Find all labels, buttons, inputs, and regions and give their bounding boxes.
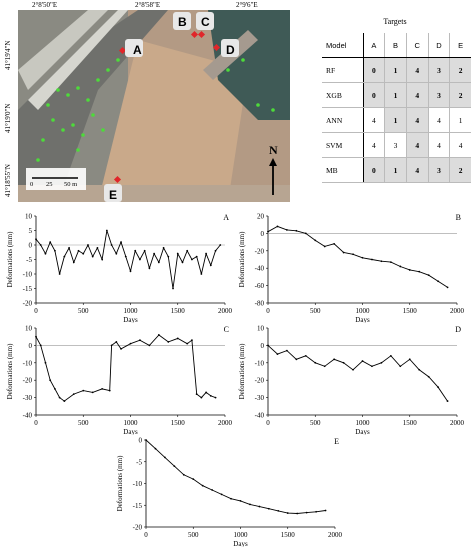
data-point bbox=[428, 274, 430, 276]
data-point bbox=[352, 253, 354, 255]
table-cell: 4 bbox=[363, 133, 385, 158]
header-model: Model bbox=[322, 33, 363, 58]
y-tick-label: 0 bbox=[260, 341, 264, 350]
table-cell: 1 bbox=[385, 58, 407, 83]
table-cell: 4 bbox=[406, 58, 428, 83]
x-axis-title: Days bbox=[123, 316, 138, 323]
data-point bbox=[167, 256, 169, 258]
y-tick-label: -20 bbox=[22, 299, 32, 308]
table-cell: 1 bbox=[385, 158, 407, 183]
data-point bbox=[155, 448, 157, 450]
data-point bbox=[202, 485, 204, 487]
x-tick-label: 0 bbox=[34, 419, 38, 427]
data-point bbox=[268, 508, 270, 510]
data-point bbox=[409, 269, 411, 271]
data-point bbox=[249, 503, 251, 505]
table-cell: 3 bbox=[385, 133, 407, 158]
header-e: E bbox=[450, 33, 471, 58]
data-point bbox=[54, 388, 56, 390]
y-axis-title: Deformations (mm) bbox=[6, 231, 14, 288]
data-point bbox=[49, 241, 51, 243]
header-a: A bbox=[363, 33, 385, 58]
y-tick-label: 0 bbox=[260, 229, 264, 238]
data-point bbox=[153, 253, 155, 255]
table-header-row bbox=[322, 33, 471, 58]
series-line bbox=[36, 335, 216, 401]
data-point bbox=[371, 259, 373, 261]
x-axis-title: Days bbox=[123, 428, 138, 435]
data-point bbox=[191, 339, 193, 341]
data-point bbox=[115, 253, 117, 255]
table-cell: 3 bbox=[428, 83, 450, 108]
x-tick-label: 500 bbox=[78, 419, 89, 427]
scale-50: 50 m bbox=[64, 181, 78, 188]
data-point bbox=[139, 259, 141, 261]
panel-label: A bbox=[223, 213, 229, 222]
series-line bbox=[268, 345, 448, 401]
data-point bbox=[399, 266, 401, 268]
x-tick-label: 1000 bbox=[355, 419, 370, 427]
table-cell: 4 bbox=[428, 133, 450, 158]
data-point bbox=[172, 288, 174, 290]
data-point bbox=[173, 465, 175, 467]
y-tick-label: -40 bbox=[254, 411, 264, 420]
x-tick-label: 1500 bbox=[170, 419, 185, 427]
table-cell: 2 bbox=[450, 158, 471, 183]
data-point bbox=[82, 253, 84, 255]
x-tick-label: 500 bbox=[188, 531, 199, 539]
data-point bbox=[125, 256, 127, 258]
data-point bbox=[390, 355, 392, 357]
y-tick-label: -60 bbox=[254, 282, 264, 291]
data-point bbox=[130, 343, 132, 345]
y-tick-label: 0 bbox=[138, 436, 142, 445]
data-point bbox=[418, 369, 420, 371]
scale-0: 0 bbox=[30, 181, 34, 188]
x-tick-label: 0 bbox=[144, 531, 148, 539]
data-point bbox=[145, 439, 147, 441]
data-point bbox=[120, 241, 122, 243]
data-point bbox=[59, 273, 61, 275]
data-point bbox=[186, 250, 188, 252]
data-point bbox=[68, 247, 70, 249]
table-cell: 4 bbox=[406, 108, 428, 133]
table-cell: 3 bbox=[428, 58, 450, 83]
x-tick-label: 1500 bbox=[402, 307, 417, 315]
coord-top-1: 2°8'50"E bbox=[32, 1, 58, 9]
data-point bbox=[210, 395, 212, 397]
data-point bbox=[286, 229, 288, 231]
data-point bbox=[45, 253, 47, 255]
data-point bbox=[333, 358, 335, 360]
model-name: ANN bbox=[322, 108, 363, 133]
data-point bbox=[267, 345, 269, 347]
data-point bbox=[305, 355, 307, 357]
y-tick-label: -15 bbox=[22, 285, 32, 293]
data-point bbox=[343, 362, 345, 364]
data-point bbox=[134, 250, 136, 252]
y-tick-label: 10 bbox=[257, 324, 264, 333]
data-point bbox=[92, 256, 94, 258]
data-point bbox=[186, 343, 188, 345]
panel-label: B bbox=[455, 213, 461, 222]
table-cell: 2 bbox=[450, 83, 471, 108]
y-tick-label: -20 bbox=[132, 523, 142, 532]
y-tick-label: 10 bbox=[25, 324, 32, 333]
table-row bbox=[322, 83, 471, 108]
data-point bbox=[82, 390, 84, 392]
data-point bbox=[97, 247, 99, 249]
y-tick-label: -5 bbox=[136, 458, 142, 467]
data-point bbox=[352, 369, 354, 371]
data-point bbox=[210, 264, 212, 266]
data-point bbox=[343, 252, 345, 254]
data-point bbox=[144, 250, 146, 252]
data-point bbox=[167, 341, 169, 343]
x-tick-label: 0 bbox=[34, 307, 38, 315]
table-row bbox=[322, 58, 471, 83]
x-tick-label: 0 bbox=[266, 419, 270, 427]
data-point bbox=[35, 336, 37, 338]
data-point bbox=[49, 379, 51, 381]
label-b: B bbox=[178, 15, 187, 29]
data-point bbox=[240, 500, 242, 502]
y-tick-label: 10 bbox=[25, 212, 32, 221]
data-point bbox=[191, 259, 193, 261]
coord-left-1: 41°19'4"N bbox=[4, 40, 12, 70]
data-point bbox=[296, 513, 298, 515]
x-tick-label: 1000 bbox=[355, 307, 370, 315]
data-point bbox=[221, 493, 223, 495]
data-point bbox=[40, 244, 42, 246]
table-title: Targets bbox=[383, 17, 407, 26]
y-tick-label: -10 bbox=[254, 359, 264, 368]
table-cell: 3 bbox=[428, 158, 450, 183]
data-point bbox=[40, 345, 42, 347]
data-point bbox=[325, 510, 327, 512]
data-point bbox=[324, 246, 326, 248]
data-point bbox=[381, 362, 383, 364]
table-row bbox=[322, 133, 471, 158]
series-line bbox=[268, 226, 448, 287]
header-c: C bbox=[406, 33, 428, 58]
data-point bbox=[277, 353, 279, 355]
data-point bbox=[295, 358, 297, 360]
data-point bbox=[447, 400, 449, 402]
table-cell: 2 bbox=[450, 58, 471, 83]
data-point bbox=[182, 262, 184, 264]
data-point bbox=[177, 338, 179, 340]
table-cell: 4 bbox=[450, 133, 471, 158]
data-point bbox=[205, 391, 207, 393]
y-tick-label: 0 bbox=[28, 241, 32, 250]
data-point bbox=[259, 506, 261, 508]
map-image bbox=[18, 10, 290, 202]
chart-e bbox=[110, 432, 348, 547]
data-point bbox=[59, 397, 61, 399]
data-point bbox=[45, 362, 47, 364]
coord-top-3: 2°9'6"E bbox=[236, 1, 258, 9]
y-tick-label: 20 bbox=[257, 212, 264, 221]
x-axis-title: Days bbox=[355, 316, 370, 323]
data-point bbox=[447, 286, 449, 288]
table-cell: 0 bbox=[363, 158, 385, 183]
label-e: E bbox=[109, 188, 118, 202]
y-tick-label: -40 bbox=[22, 411, 32, 420]
data-point bbox=[196, 256, 198, 258]
chart-a bbox=[0, 208, 238, 323]
data-point bbox=[314, 362, 316, 364]
y-axis-title: Deformations (mm) bbox=[238, 231, 246, 288]
y-tick-label: -30 bbox=[254, 394, 264, 403]
data-point bbox=[54, 250, 56, 252]
data-point bbox=[158, 334, 160, 336]
data-point bbox=[437, 280, 439, 282]
aerial-map bbox=[18, 10, 290, 202]
data-point bbox=[106, 230, 108, 232]
data-point bbox=[87, 244, 89, 246]
y-axis-title: Deformations (mm) bbox=[6, 343, 14, 400]
data-point bbox=[149, 345, 151, 347]
coord-left-3: 41°18'55"N bbox=[4, 164, 12, 197]
data-point bbox=[139, 339, 141, 341]
data-point bbox=[306, 512, 308, 514]
header-d: D bbox=[428, 33, 450, 58]
data-point bbox=[277, 226, 279, 228]
x-tick-label: 2000 bbox=[450, 307, 464, 315]
data-point bbox=[120, 348, 122, 350]
chart-d bbox=[232, 320, 470, 435]
y-tick-label: -10 bbox=[22, 359, 32, 368]
data-point bbox=[409, 358, 411, 360]
data-point bbox=[286, 350, 288, 352]
label-a: A bbox=[133, 43, 142, 57]
header-b: B bbox=[385, 33, 407, 58]
data-point bbox=[115, 341, 117, 343]
table-cell: 1 bbox=[385, 108, 407, 133]
y-tick-label: -80 bbox=[254, 299, 264, 308]
data-point bbox=[73, 262, 75, 264]
model-name: SVM bbox=[322, 133, 363, 158]
north-arrow-label: N bbox=[269, 143, 278, 157]
data-point bbox=[371, 365, 373, 367]
data-point bbox=[437, 386, 439, 388]
x-tick-label: 1500 bbox=[280, 531, 295, 539]
data-point bbox=[381, 260, 383, 262]
data-point bbox=[305, 233, 307, 235]
y-axis-title: Deformations (mm) bbox=[116, 455, 124, 512]
x-tick-label: 1000 bbox=[233, 531, 248, 539]
x-tick-label: 1000 bbox=[123, 419, 138, 427]
data-point bbox=[287, 512, 289, 514]
data-point bbox=[192, 478, 194, 480]
data-point bbox=[149, 267, 151, 269]
data-point bbox=[183, 474, 185, 476]
data-point bbox=[215, 397, 217, 399]
x-tick-label: 1500 bbox=[170, 307, 185, 315]
coord-left-2: 41°19'0"N bbox=[4, 103, 12, 133]
data-point bbox=[177, 253, 179, 255]
data-point bbox=[390, 261, 392, 263]
model-name: RF bbox=[322, 58, 363, 83]
series-line bbox=[146, 440, 326, 514]
targets-table bbox=[322, 33, 471, 183]
table-cell: 1 bbox=[385, 83, 407, 108]
model-name: XGB bbox=[322, 83, 363, 108]
chart-c bbox=[0, 320, 238, 435]
data-point bbox=[324, 365, 326, 367]
data-point bbox=[219, 244, 221, 246]
x-tick-label: 1500 bbox=[402, 419, 417, 427]
y-tick-label: -10 bbox=[22, 270, 32, 279]
data-point bbox=[111, 244, 113, 246]
x-axis-title: Days bbox=[233, 540, 248, 547]
data-point bbox=[230, 498, 232, 500]
label-c: C bbox=[201, 15, 210, 29]
data-point bbox=[267, 231, 269, 233]
table-cell: 4 bbox=[406, 158, 428, 183]
table-cell: 4 bbox=[428, 108, 450, 133]
x-tick-label: 500 bbox=[310, 419, 321, 427]
y-tick-label: -10 bbox=[132, 480, 142, 488]
x-tick-label: 2000 bbox=[450, 419, 464, 427]
table-row bbox=[322, 158, 471, 183]
panel-label: E bbox=[334, 437, 339, 446]
y-tick-label: -5 bbox=[26, 256, 32, 264]
panel-label: D bbox=[455, 325, 461, 334]
x-axis-title: Days bbox=[355, 428, 370, 435]
table-cell: 4 bbox=[406, 83, 428, 108]
data-point bbox=[200, 273, 202, 275]
y-tick-label: -40 bbox=[254, 264, 264, 273]
table-cell: 1 bbox=[450, 108, 471, 133]
x-tick-label: 500 bbox=[78, 307, 89, 315]
data-point bbox=[215, 250, 217, 252]
coord-top-2: 2°8'58"E bbox=[135, 1, 161, 9]
data-point bbox=[111, 345, 113, 347]
y-tick-label: 5 bbox=[28, 227, 32, 235]
data-point bbox=[73, 393, 75, 395]
x-tick-label: 2000 bbox=[328, 531, 342, 539]
data-point bbox=[205, 253, 207, 255]
data-point bbox=[418, 271, 420, 273]
data-point bbox=[428, 376, 430, 378]
x-tick-label: 2000 bbox=[218, 307, 232, 315]
data-point bbox=[333, 243, 335, 245]
x-tick-label: 1000 bbox=[123, 307, 138, 315]
panel-label: C bbox=[223, 325, 229, 334]
data-point bbox=[362, 360, 364, 362]
data-point bbox=[277, 510, 279, 512]
y-axis-title: Deformations (mm) bbox=[238, 343, 246, 400]
data-point bbox=[200, 397, 202, 399]
data-point bbox=[314, 239, 316, 241]
data-point bbox=[196, 393, 198, 395]
y-tick-label: 0 bbox=[28, 341, 32, 350]
table-row bbox=[322, 108, 471, 133]
data-point bbox=[63, 256, 65, 258]
data-point bbox=[315, 511, 317, 513]
y-tick-label: -20 bbox=[254, 376, 264, 385]
data-point bbox=[130, 270, 132, 272]
data-point bbox=[35, 238, 37, 240]
data-point bbox=[158, 262, 160, 264]
x-tick-label: 2000 bbox=[218, 419, 232, 427]
data-point bbox=[101, 259, 103, 261]
table-cell: 4 bbox=[406, 133, 428, 158]
data-point bbox=[164, 457, 166, 459]
label-d: D bbox=[226, 43, 235, 57]
data-point bbox=[78, 250, 80, 252]
table-cell: 0 bbox=[363, 83, 385, 108]
x-tick-label: 0 bbox=[266, 307, 270, 315]
y-tick-label: -15 bbox=[132, 501, 142, 510]
data-point bbox=[101, 388, 103, 390]
table-cell: 4 bbox=[363, 108, 385, 133]
x-tick-label: 500 bbox=[310, 307, 321, 315]
scale-25: 25 bbox=[46, 181, 53, 188]
data-point bbox=[362, 257, 364, 259]
data-point bbox=[63, 400, 65, 402]
data-point bbox=[295, 230, 297, 232]
y-tick-label: -20 bbox=[22, 376, 32, 385]
data-point bbox=[399, 365, 401, 367]
table-cell: 0 bbox=[363, 58, 385, 83]
y-tick-label: -30 bbox=[22, 394, 32, 403]
chart-b bbox=[232, 208, 470, 323]
y-tick-label: -20 bbox=[254, 247, 264, 256]
data-point bbox=[109, 390, 111, 392]
data-point bbox=[211, 489, 213, 491]
model-name: MB bbox=[322, 158, 363, 183]
data-point bbox=[163, 247, 165, 249]
data-point bbox=[92, 391, 94, 393]
